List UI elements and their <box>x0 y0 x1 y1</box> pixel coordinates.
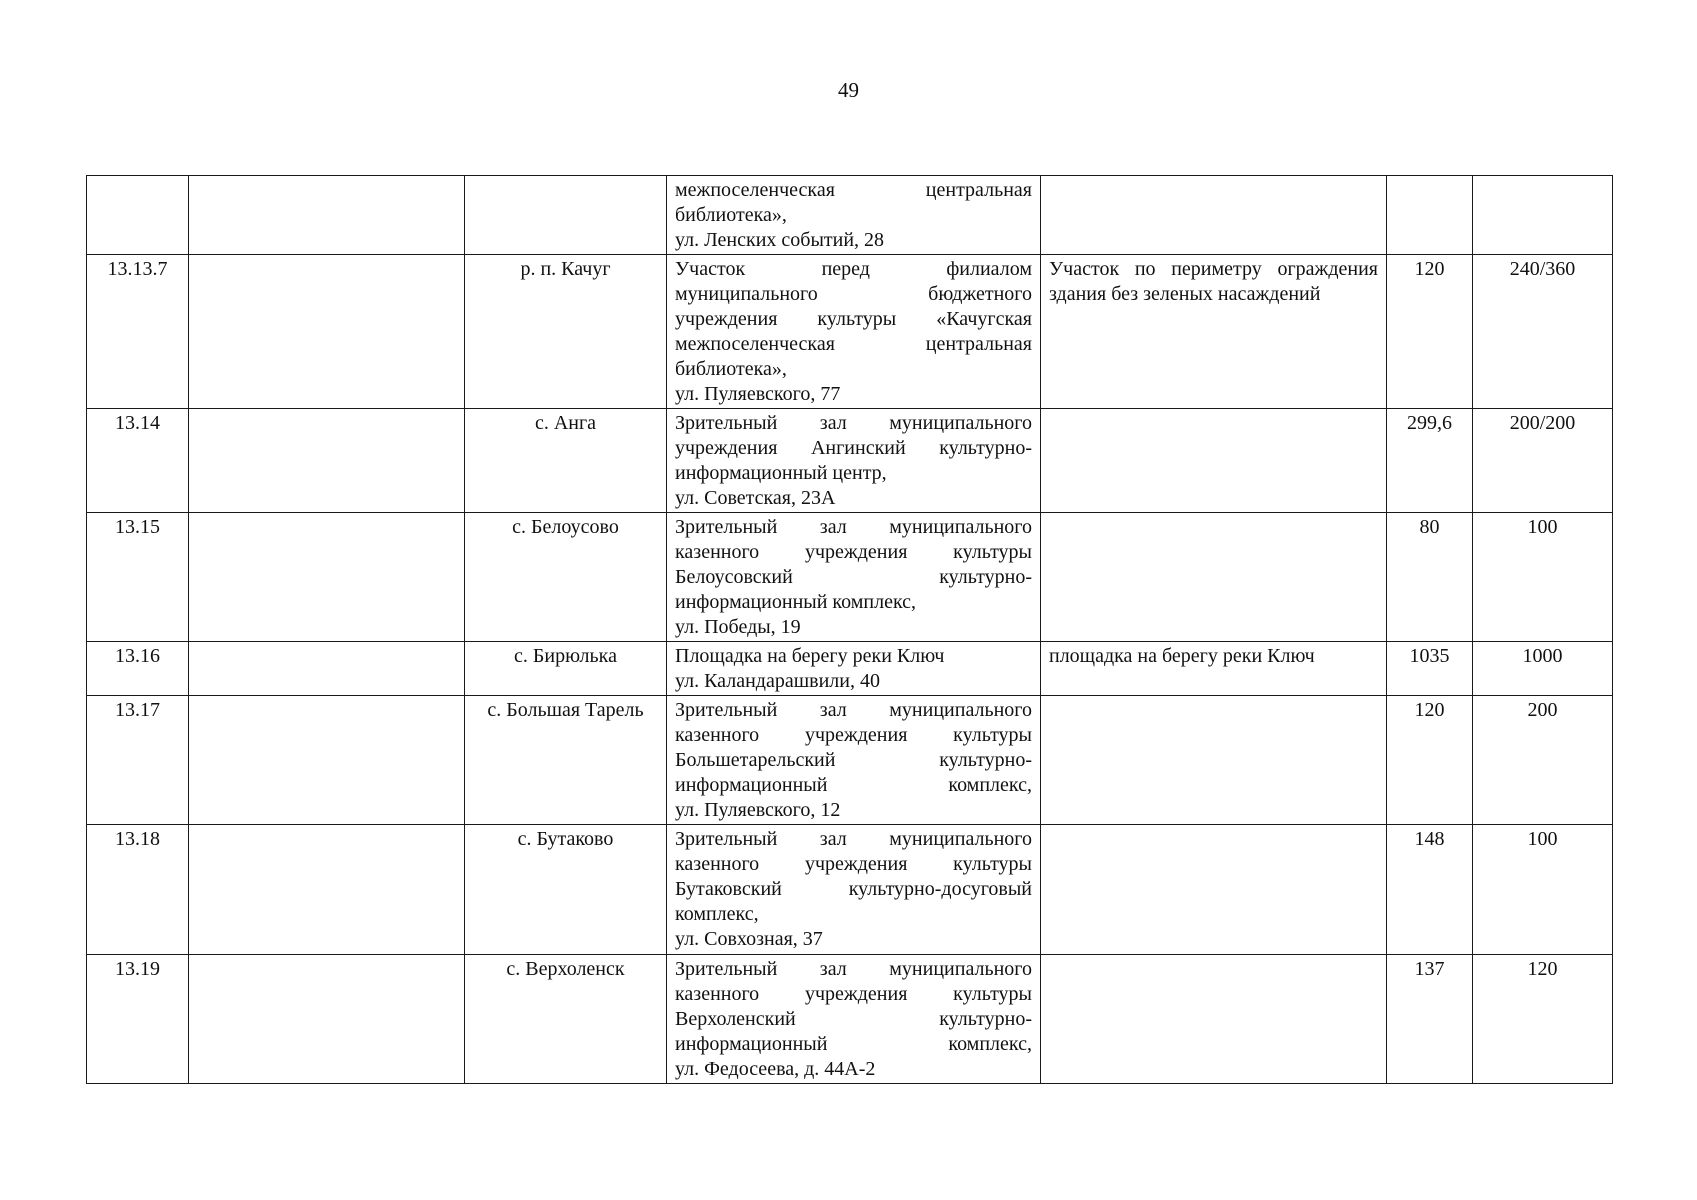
cell-number: 13.13.7 <box>87 255 189 409</box>
cell-blank <box>189 955 465 1084</box>
description-line: информационный центр, <box>675 462 887 484</box>
cell-note <box>1041 409 1387 513</box>
table-row <box>87 513 1613 642</box>
description-line: Зрительный зал муниципального <box>675 699 1032 721</box>
cell-value-1: 137 <box>1387 955 1473 1084</box>
description-line: Белоусовский культурно- <box>675 566 1032 588</box>
cell-value-2 <box>1473 176 1613 255</box>
cell-value-2: 200 <box>1473 696 1613 825</box>
cell-value-2: 120 <box>1473 955 1613 1084</box>
description-line: информационный комплекс, <box>675 591 917 613</box>
table-row <box>87 955 1613 1084</box>
description-line: ул. Ленских событий, 28 <box>675 229 885 251</box>
description-line: информационный комплекс, <box>675 774 1032 796</box>
cell-description <box>667 255 1041 409</box>
description-line: казенного учреждения культуры <box>675 983 1032 1005</box>
description-line: Площадка на берегу реки Ключ <box>675 645 945 667</box>
cell-place: р. п. Качуг <box>465 255 667 409</box>
cell-value-1: 80 <box>1387 513 1473 642</box>
description-line: Участок перед филиалом <box>675 258 1032 280</box>
table-row <box>87 255 1613 409</box>
cell-number: 13.19 <box>87 955 189 1084</box>
cell-place: с. Бутаково <box>465 825 667 955</box>
table-row <box>87 696 1613 825</box>
cell-note: Участок по периметру ограждения здания без зеленых насаждений <box>1041 255 1387 409</box>
description-line: Верхоленский культурно- <box>675 1008 1032 1030</box>
description-line: ул. Пуляевского, 12 <box>675 799 841 821</box>
description-line: казенного учреждения культуры <box>675 724 1032 746</box>
cell-blank <box>189 255 465 409</box>
description-line: библиотека», <box>675 204 787 226</box>
cell-description <box>667 955 1041 1084</box>
description-line: учреждения Ангинский культурно- <box>675 437 1032 459</box>
description-line: ул. Каландарашвили, 40 <box>675 670 880 692</box>
description-line: Зрительный зал муниципального <box>675 958 1032 980</box>
cell-description <box>667 513 1041 642</box>
data-table <box>86 175 1613 1084</box>
cell-note <box>1041 825 1387 955</box>
cell-place: с. Большая Тарель <box>465 696 667 825</box>
cell-value-2: 1000 <box>1473 642 1613 696</box>
cell-note: площадка на берегу реки Ключ <box>1041 642 1387 696</box>
cell-value-2: 240/360 <box>1473 255 1613 409</box>
cell-number <box>87 176 189 255</box>
description-line: Зрительный зал муниципального <box>675 516 1032 538</box>
cell-value-1: 120 <box>1387 255 1473 409</box>
cell-value-1: 299,6 <box>1387 409 1473 513</box>
cell-blank <box>189 642 465 696</box>
cell-place: с. Бирюлька <box>465 642 667 696</box>
cell-blank <box>189 176 465 255</box>
cell-value-2: 100 <box>1473 513 1613 642</box>
cell-blank <box>189 409 465 513</box>
description-line: ул. Советская, 23А <box>675 487 836 509</box>
cell-number: 13.18 <box>87 825 189 955</box>
description-line: Большетарельский культурно- <box>675 749 1032 771</box>
cell-number: 13.14 <box>87 409 189 513</box>
description-line: казенного учреждения культуры <box>675 541 1032 563</box>
cell-value-1: 148 <box>1387 825 1473 955</box>
cell-place: с. Белоусово <box>465 513 667 642</box>
cell-blank <box>189 825 465 955</box>
table-row <box>87 642 1613 696</box>
cell-place <box>465 176 667 255</box>
cell-description <box>667 176 1041 255</box>
cell-value-1: 1035 <box>1387 642 1473 696</box>
cell-description <box>667 825 1041 955</box>
description-line: информационный комплекс, <box>675 1033 1032 1055</box>
cell-value-2: 100 <box>1473 825 1613 955</box>
description-line: учреждения культуры «Качугская <box>675 308 1032 330</box>
description-line: ул. Совхозная, 37 <box>675 928 823 950</box>
description-line: ул. Победы, 19 <box>675 616 801 638</box>
description-line: ул. Федосеева, д. 44А-2 <box>675 1058 876 1080</box>
page-number: 49 <box>838 78 859 102</box>
description-line: ул. Пуляевского, 77 <box>675 383 841 405</box>
description-line: Бутаковский культурно-досуговый <box>675 878 1032 900</box>
cell-value-1: 120 <box>1387 696 1473 825</box>
cell-value-1 <box>1387 176 1473 255</box>
cell-number: 13.16 <box>87 642 189 696</box>
cell-note <box>1041 696 1387 825</box>
description-line: Зрительный зал муниципального <box>675 412 1032 434</box>
description-line: межпоселенческая центральная <box>675 179 1032 201</box>
cell-blank <box>189 696 465 825</box>
description-line: комплекс, <box>675 903 759 925</box>
cell-description <box>667 409 1041 513</box>
cell-value-2: 200/200 <box>1473 409 1613 513</box>
description-line: библиотека», <box>675 358 787 380</box>
table-row <box>87 176 1613 255</box>
cell-number: 13.17 <box>87 696 189 825</box>
table-row <box>87 409 1613 513</box>
cell-note <box>1041 955 1387 1084</box>
description-line: Зрительный зал муниципального <box>675 828 1032 850</box>
description-line: муниципального бюджетного <box>675 283 1032 305</box>
description-line: межпоселенческая центральная <box>675 333 1032 355</box>
cell-note <box>1041 176 1387 255</box>
cell-place: с. Верхоленск <box>465 955 667 1084</box>
cell-description <box>667 696 1041 825</box>
cell-number: 13.15 <box>87 513 189 642</box>
table-row <box>87 825 1613 955</box>
cell-blank <box>189 513 465 642</box>
cell-note <box>1041 513 1387 642</box>
description-line: казенного учреждения культуры <box>675 853 1032 875</box>
cell-description <box>667 642 1041 696</box>
cell-place: с. Анга <box>465 409 667 513</box>
